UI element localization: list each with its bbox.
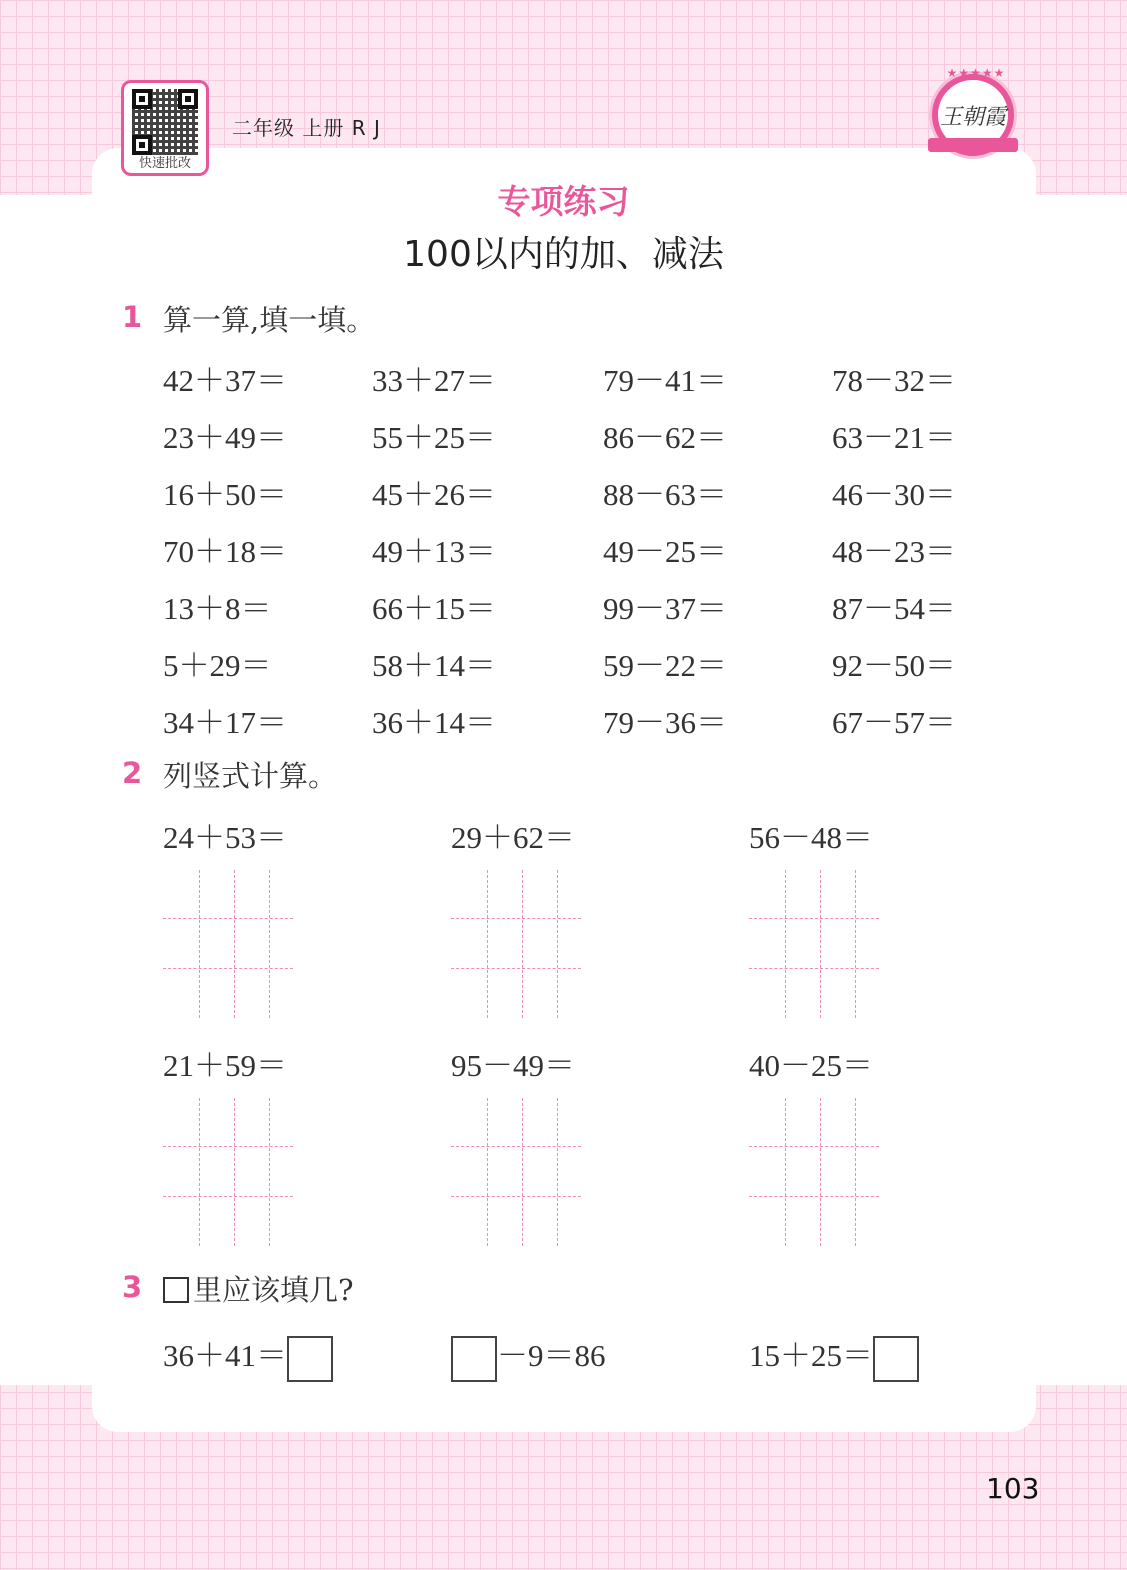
grid-line: [199, 870, 200, 1018]
grid-line: [163, 1196, 293, 1197]
equation-item: 42＋37＝: [163, 363, 287, 398]
fill-equation: [163, 1330, 333, 1382]
equation-item: 49－25＝: [603, 534, 727, 569]
qr-code[interactable]: [121, 80, 209, 176]
vertical-calc-grid[interactable]: [163, 1098, 293, 1246]
equation-item: 79－41＝: [603, 363, 727, 398]
equation-item: 92－50＝: [832, 648, 956, 683]
vertical-equation: 24＋53＝: [163, 820, 287, 855]
vertical-calc-grid[interactable]: [749, 870, 879, 1018]
title-box-icon: [163, 1277, 189, 1303]
equation-item: 55＋25＝: [372, 420, 496, 455]
logo-ribbon-icon: [928, 138, 1018, 152]
vertical-calc-grid[interactable]: [451, 1098, 581, 1246]
grid-line: [749, 918, 879, 919]
equation-item: 99－37＝: [603, 591, 727, 626]
equation-before: 15＋25＝: [749, 1338, 873, 1373]
vertical-equation: 40－25＝: [749, 1048, 873, 1083]
answer-box[interactable]: [287, 1336, 333, 1382]
equation-item: 67－57＝: [832, 705, 956, 740]
grid-line: [451, 918, 581, 919]
equation-item: 16＋50＝: [163, 477, 287, 512]
vertical-equation: 56－48＝: [749, 820, 873, 855]
grid-line: [522, 1098, 523, 1246]
question-1-title: 算一算,填一填。: [163, 303, 376, 337]
grid-line: [785, 870, 786, 1018]
vertical-equation: 21＋59＝: [163, 1048, 287, 1083]
grid-line: [820, 870, 821, 1018]
question-3-number: 3: [122, 1270, 143, 1304]
grid-line: [749, 1146, 879, 1147]
equation-item: 63－21＝: [832, 420, 956, 455]
equation-after: －9＝86: [497, 1338, 606, 1373]
grid-line: [451, 968, 581, 969]
question-3-title: [163, 1268, 354, 1309]
qr-label: 快速批改: [138, 156, 191, 171]
qr-corner-icon: [178, 89, 198, 109]
grid-line: [269, 870, 270, 1018]
grid-line: [269, 1098, 270, 1246]
page-title: 专项练习: [497, 182, 630, 221]
answer-box[interactable]: [873, 1336, 919, 1382]
vertical-calc-grid[interactable]: [451, 870, 581, 1018]
equation-item: 66＋15＝: [372, 591, 496, 626]
grid-line: [820, 1098, 821, 1246]
grid-line: [749, 968, 879, 969]
logo-text: 王朝霞: [939, 105, 1006, 130]
equation-item: 33＋27＝: [372, 363, 496, 398]
question-2-title: 列竖式计算。: [163, 759, 338, 793]
equation-item: 88－63＝: [603, 477, 727, 512]
equation-item: 34＋17＝: [163, 705, 287, 740]
equation-item: 86－62＝: [603, 420, 727, 455]
page-number: 103: [986, 1472, 1040, 1505]
equation-before: 36＋41＝: [163, 1338, 287, 1373]
grid-line: [749, 1196, 879, 1197]
question-1-number: 1: [122, 300, 143, 334]
equation-item: 48－23＝: [832, 534, 956, 569]
equation-item: 58＋14＝: [372, 648, 496, 683]
vertical-calc-grid[interactable]: [749, 1098, 879, 1246]
grid-line: [163, 918, 293, 919]
equation-item: 5＋29＝: [163, 648, 272, 683]
fill-equation: [749, 1330, 919, 1382]
equation-item: 46－30＝: [832, 477, 956, 512]
grid-line: [199, 1098, 200, 1246]
vertical-equation: 29＋62＝: [451, 820, 575, 855]
answer-box[interactable]: [451, 1336, 497, 1382]
question-2-number: 2: [122, 756, 143, 790]
grid-line: [855, 870, 856, 1018]
equation-item: 36＋14＝: [372, 705, 496, 740]
vertical-calc-grid[interactable]: [163, 870, 293, 1018]
fill-equation: [451, 1330, 606, 1382]
grid-line: [451, 1146, 581, 1147]
grid-line: [451, 1196, 581, 1197]
grid-line: [522, 870, 523, 1018]
logo-stars-icon: ★★★★★: [946, 66, 1006, 80]
equation-item: 13＋8＝: [163, 591, 272, 626]
page-subtitle: 100以内的加、减法: [403, 234, 724, 275]
equation-item: 45＋26＝: [372, 477, 496, 512]
grid-line: [163, 968, 293, 969]
grid-line: [557, 870, 558, 1018]
grid-line: [487, 1098, 488, 1246]
equation-item: 59－22＝: [603, 648, 727, 683]
grid-line: [234, 1098, 235, 1246]
qr-corner-icon: [132, 89, 152, 109]
equation-item: 79－36＝: [603, 705, 727, 740]
question-3-title-text: 里应该填几?: [193, 1273, 354, 1307]
grid-line: [234, 870, 235, 1018]
brand-logo: [932, 66, 1014, 156]
equation-item: 23＋49＝: [163, 420, 287, 455]
equation-item: 78－32＝: [832, 363, 956, 398]
grid-line: [487, 870, 488, 1018]
grid-line: [785, 1098, 786, 1246]
grade-label: 二年级 上册 R J: [232, 116, 381, 140]
equation-item: 70＋18＝: [163, 534, 287, 569]
grid-line: [855, 1098, 856, 1246]
vertical-equation: 95－49＝: [451, 1048, 575, 1083]
equation-item: 87－54＝: [832, 591, 956, 626]
grid-line: [557, 1098, 558, 1246]
equation-item: 49＋13＝: [372, 534, 496, 569]
grid-line: [163, 1146, 293, 1147]
